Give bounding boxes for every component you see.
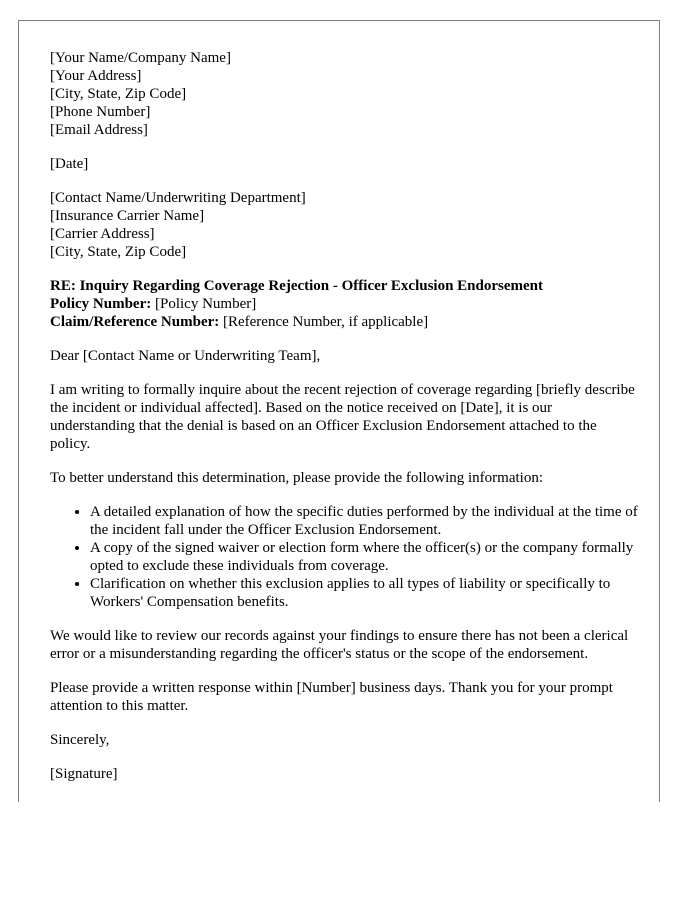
closing: Sincerely, (50, 732, 110, 748)
recipient-contact: [Contact Name/Underwriting Department] (50, 190, 306, 206)
policy-number-line (50, 295, 640, 313)
letter-date: [Date] (50, 156, 89, 172)
sender-name: [Your Name/Company Name] (50, 50, 231, 66)
body-paragraph-1: I am writing to formally inquire about the recent rejection of coverage regarding [briefly describe the incident or individual affected]. Based on the notice received on [Date], it is our understanding that the denial is based on an Officer Exclusion Endorsement attached to the policy. (50, 382, 635, 452)
letter-page (18, 20, 660, 802)
sender-address: [Your Address] (50, 68, 142, 84)
request-list-item: • Clarification on whether this exclusion applies to all types of liability or specifically to Workers' Compensation benefits. (90, 575, 640, 611)
request-list (50, 503, 640, 611)
signature: [Signature] (50, 766, 118, 782)
request-list-item: • A copy of the signed waiver or election form where the officer(s) or the company formally opted to exclude these individuals from coverage. (90, 539, 640, 575)
recipient-block (50, 189, 640, 261)
body-paragraph-2: To better understand this determination, please provide the following information: (50, 470, 543, 486)
letter-content (50, 49, 640, 799)
recipient-city: [City, State, Zip Code] (50, 244, 187, 260)
body-paragraph-3: We would like to review our records against your findings to ensure there has not been a clerical error or a misunderstanding regarding the officer's status or the scope of the endorsement. (50, 628, 629, 662)
subject-block (50, 277, 640, 331)
sender-city: [City, State, Zip Code] (50, 86, 187, 102)
recipient-carrier: [Insurance Carrier Name] (50, 208, 205, 224)
request-list-item: • A detailed explanation of how the specific duties performed by the individual at the time of the incident fall under the Officer Exclusion Endorsement. (90, 503, 640, 539)
claim-number-value: [Reference Number, if applicable] (223, 314, 429, 330)
policy-number-label: Policy Number: (50, 296, 152, 312)
recipient-address: [Carrier Address] (50, 226, 155, 242)
date-block (50, 155, 640, 173)
body-paragraph-4: Please provide a written response within [Number] business days. Thank you for your prompt attention to this matter. (50, 680, 613, 714)
salutation: Dear [Contact Name or Underwriting Team], (50, 348, 321, 364)
sender-block (50, 49, 640, 139)
sender-email: [Email Address] (50, 122, 148, 138)
claim-number-label: Claim/Reference Number: (50, 314, 220, 330)
sender-phone: [Phone Number] (50, 104, 151, 120)
subject-line: RE: Inquiry Regarding Coverage Rejection - Officer Exclusion Endorsement (50, 278, 544, 294)
policy-number-value: [Policy Number] (154, 296, 257, 312)
claim-number-line (50, 313, 640, 331)
